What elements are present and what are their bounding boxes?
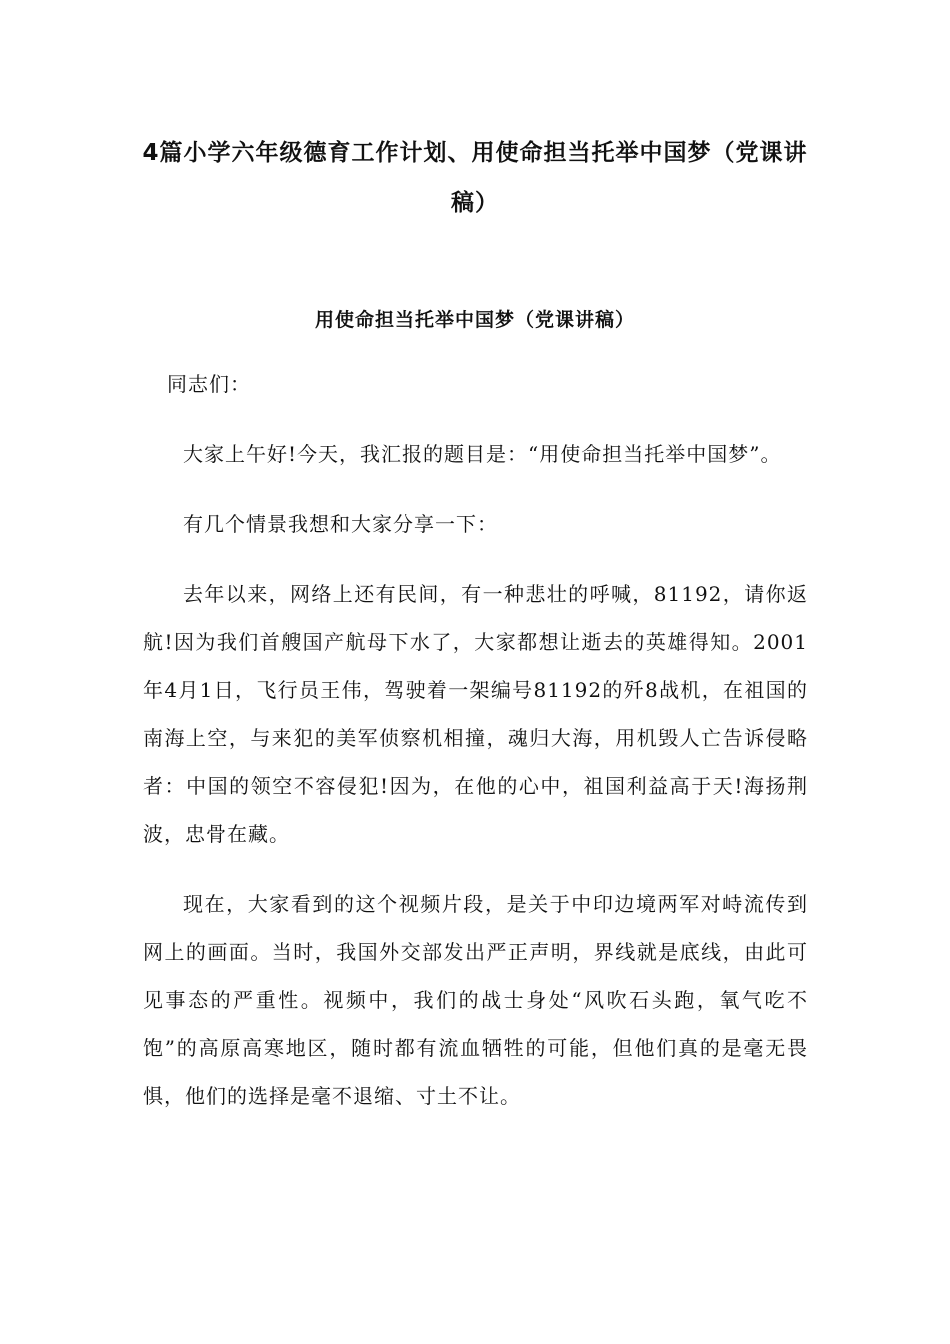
paragraph-intro-scenes: 有几个情景我想和大家分享一下： [183, 512, 498, 536]
section-title: 用使命担当托举中国梦（党课讲稿） [314, 309, 635, 331]
document-body [143, 360, 808, 1142]
paragraph-wang-wei-story: 去年以来，网络上还有民间，有一种悲壮的呼喊，81192，请你返航!因为我们首艘国产航母下水了，大家都想让逝去的英雄得知。2001年4月1日，飞行员王伟，驾驶着一架编号81192的歼8战机，在祖国的南海上空，与来犯的美军侦察机相撞，魂归大海，用机毁人亡告诉侵略者：中国的领空不容侵犯!因为，在他的心中，祖国利益高于天!海扬荆波，忠骨在藏。 [143, 582, 808, 846]
document-title: 4篇小学六年级德育工作计划、用使命担当托举中国梦（党课讲稿） [142, 140, 808, 216]
paragraph-greeting: 同志们： [167, 372, 251, 396]
paragraph-border-video: 现在，大家看到的这个视频片段，是关于中印边境两军对峙流传到网上的画面。当时，我国外交部发出严正声明，界线就是底线，由此可见事态的严重性。视频中，我们的战士身处“风吹石头跑，氧气吃不饱”的高原高寒地区，随时都有流血牺牲的可能，但他们真的是毫无畏惧，他们的选择是毫不退缩、寸土不让。 [143, 892, 808, 1108]
paragraph-opening: 大家上午好!今天，我汇报的题目是：“用使命担当托举中国梦”。 [183, 442, 782, 466]
